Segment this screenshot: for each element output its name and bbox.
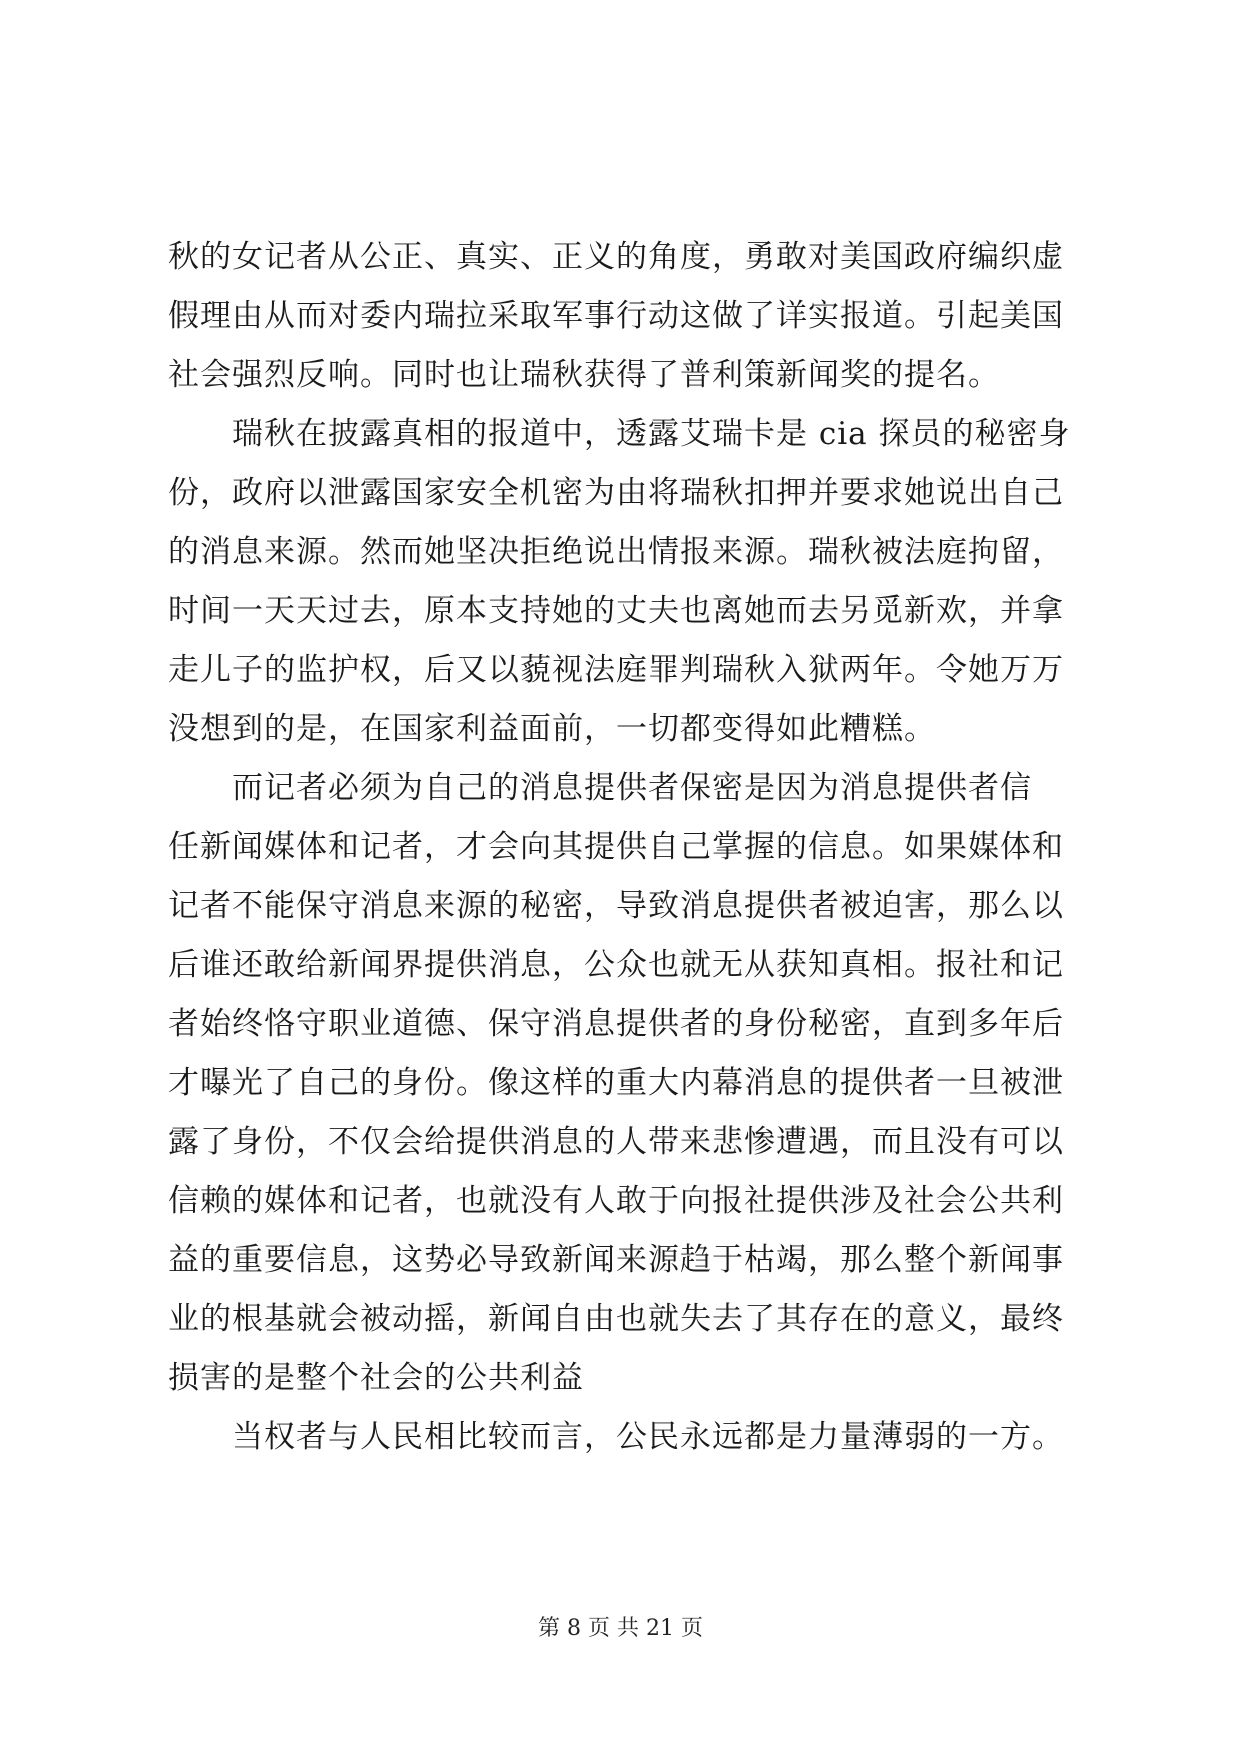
paragraph-start-line: 瑞秋在披露真相的报道中，透露艾瑞卡是 cia 探员的秘密身 [232,416,1071,452]
text-line: 者始终恪守职业道德、保守消息提供者的身份秘密，直到多年后 [168,1006,1064,1042]
text-line: 的消息来源。然而她坚决拒绝说出情报来源。瑞秋被法庭拘留， [168,534,1064,570]
text-line: 益的重要信息，这势必导致新闻来源趋于枯竭，那么整个新闻事 [168,1242,1064,1278]
text-line: 业的根基就会被动摇，新闻自由也就失去了其存在的意义，最终 [168,1301,1064,1337]
text-line: 份，政府以泄露国家安全机密为由将瑞秋扣押并要求她说出自己 [168,475,1064,511]
page-number-footer: 第 8 页 共 21 页 [538,1616,703,1641]
text-line: 任新闻媒体和记者，才会向其提供自己掌握的信息。如果媒体和 [168,829,1064,865]
text-line: 才曝光了自己的身份。像这样的重大内幕消息的提供者一旦被泄 [168,1065,1064,1101]
text-line: 记者不能保守消息来源的秘密，导致消息提供者被迫害，那么以 [168,888,1064,924]
paragraph-start-line: 而记者必须为自己的消息提供者保密是因为消息提供者信 [232,770,1032,806]
text-line: 后谁还敢给新闻界提供消息，公众也就无从获知真相。报社和记 [168,947,1064,983]
paragraph-start-line: 当权者与人民相比较而言，公民永远都是力量薄弱的一方。 [232,1419,1064,1455]
text-line: 秋的女记者从公正、真实、正义的角度，勇敢对美国政府编织虚 [168,239,1064,275]
text-line: 走儿子的监护权，后又以藐视法庭罪判瑞秋入狱两年。令她万万 [168,652,1064,688]
text-line: 时间一天天过去，原本支持她的丈夫也离她而去另觅新欢，并拿 [168,593,1064,629]
body-text [168,228,1078,1467]
text-line: 信赖的媒体和记者，也就没有人敢于向报社提供涉及社会公共利 [168,1183,1064,1219]
text-line: 假理由从而对委内瑞拉采取军事行动这做了详实报道。引起美国 [168,298,1064,334]
text-line: 没想到的是，在国家利益面前，一切都变得如此糟糕。 [168,711,936,747]
text-line: 社会强烈反响。同时也让瑞秋获得了普利策新闻奖的提名。 [168,357,1000,393]
text-line: 损害的是整个社会的公共利益 [168,1360,584,1396]
text-line: 露了身份，不仅会给提供消息的人带来悲惨遭遇，而且没有可以 [168,1124,1064,1160]
